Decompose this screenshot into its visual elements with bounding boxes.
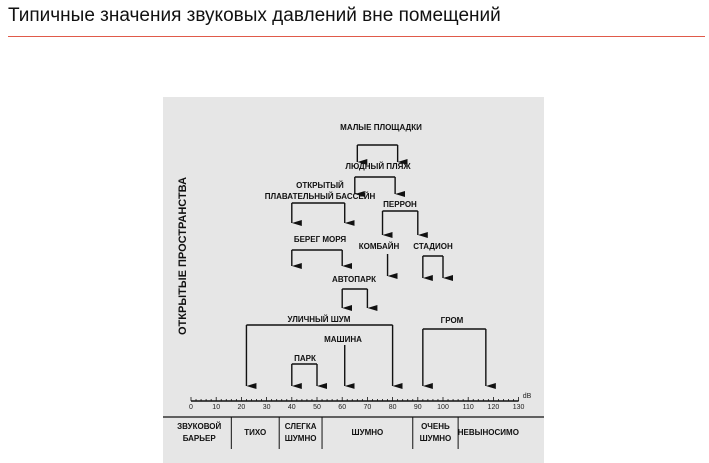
category-label-2: ШУМНО xyxy=(284,434,317,443)
x-tick-label-40: 40 xyxy=(287,404,296,411)
category-label-2: СЛЕГКА xyxy=(284,422,317,431)
x-tick-label-30: 30 xyxy=(262,404,271,411)
range-label-4: БЕРЕГ МОРЯ xyxy=(293,235,347,244)
range-label-2: ПЛАВАТЕЛЬНЫЙ БАССЕЙН xyxy=(264,192,376,201)
range-label-10: МАШИНА xyxy=(324,335,362,344)
page-title: Типичные значения звуковых давлений вне помещений xyxy=(8,5,501,26)
x-tick-label-100: 100 xyxy=(437,404,449,411)
x-tick-label-80: 80 xyxy=(388,404,397,411)
x-tick-label-130: 130 xyxy=(512,404,525,411)
category-label-0: БАРЬЕР xyxy=(182,434,216,443)
range-label-8: УЛИЧНЫЙ ШУМ xyxy=(287,315,351,324)
x-tick-label-70: 70 xyxy=(363,404,372,411)
x-tick-label-90: 90 xyxy=(413,404,422,411)
range-label-5: КОМБАЙН xyxy=(358,242,400,251)
range-label-0: МАЛЫЕ ПЛОЩАДКИ xyxy=(340,123,422,132)
x-tick-label-0: 0 xyxy=(189,404,193,411)
x-axis-unit: dB xyxy=(522,393,532,400)
range-label-9: ГРОМ xyxy=(440,316,464,325)
category-label-1: ТИХО xyxy=(244,428,267,437)
y-axis-label: ОТКРЫТЫЕ ПРОСТРАНСТВА xyxy=(177,176,189,336)
range-label-6: СТАДИОН xyxy=(413,242,453,251)
category-label-0: ЗВУКОВОЙ xyxy=(177,422,222,431)
category-label-3: ШУМНО xyxy=(351,428,384,437)
x-tick-label-20: 20 xyxy=(237,404,246,411)
range-label-2: ОТКРЫТЫЙ xyxy=(296,181,344,190)
x-tick-label-50: 50 xyxy=(313,404,321,411)
category-label-4: ШУМНО xyxy=(419,434,452,443)
range-label-7: АВТОПАРК xyxy=(332,275,376,284)
range-label-11: ПАРК xyxy=(294,354,316,363)
range-label-3: ПЕРРОН xyxy=(383,200,417,209)
x-tick-label-110: 110 xyxy=(462,404,474,411)
x-tick-label-10: 10 xyxy=(212,404,221,411)
range-label-1: ЛЮДНЫЙ ПЛЯЖ xyxy=(345,162,411,171)
x-tick-label-120: 120 xyxy=(487,404,500,411)
category-label-5: НЕВЫНОСИМО xyxy=(457,428,519,437)
category-label-4: ОЧЕНЬ xyxy=(421,422,450,431)
x-tick-label-60: 60 xyxy=(338,404,347,411)
